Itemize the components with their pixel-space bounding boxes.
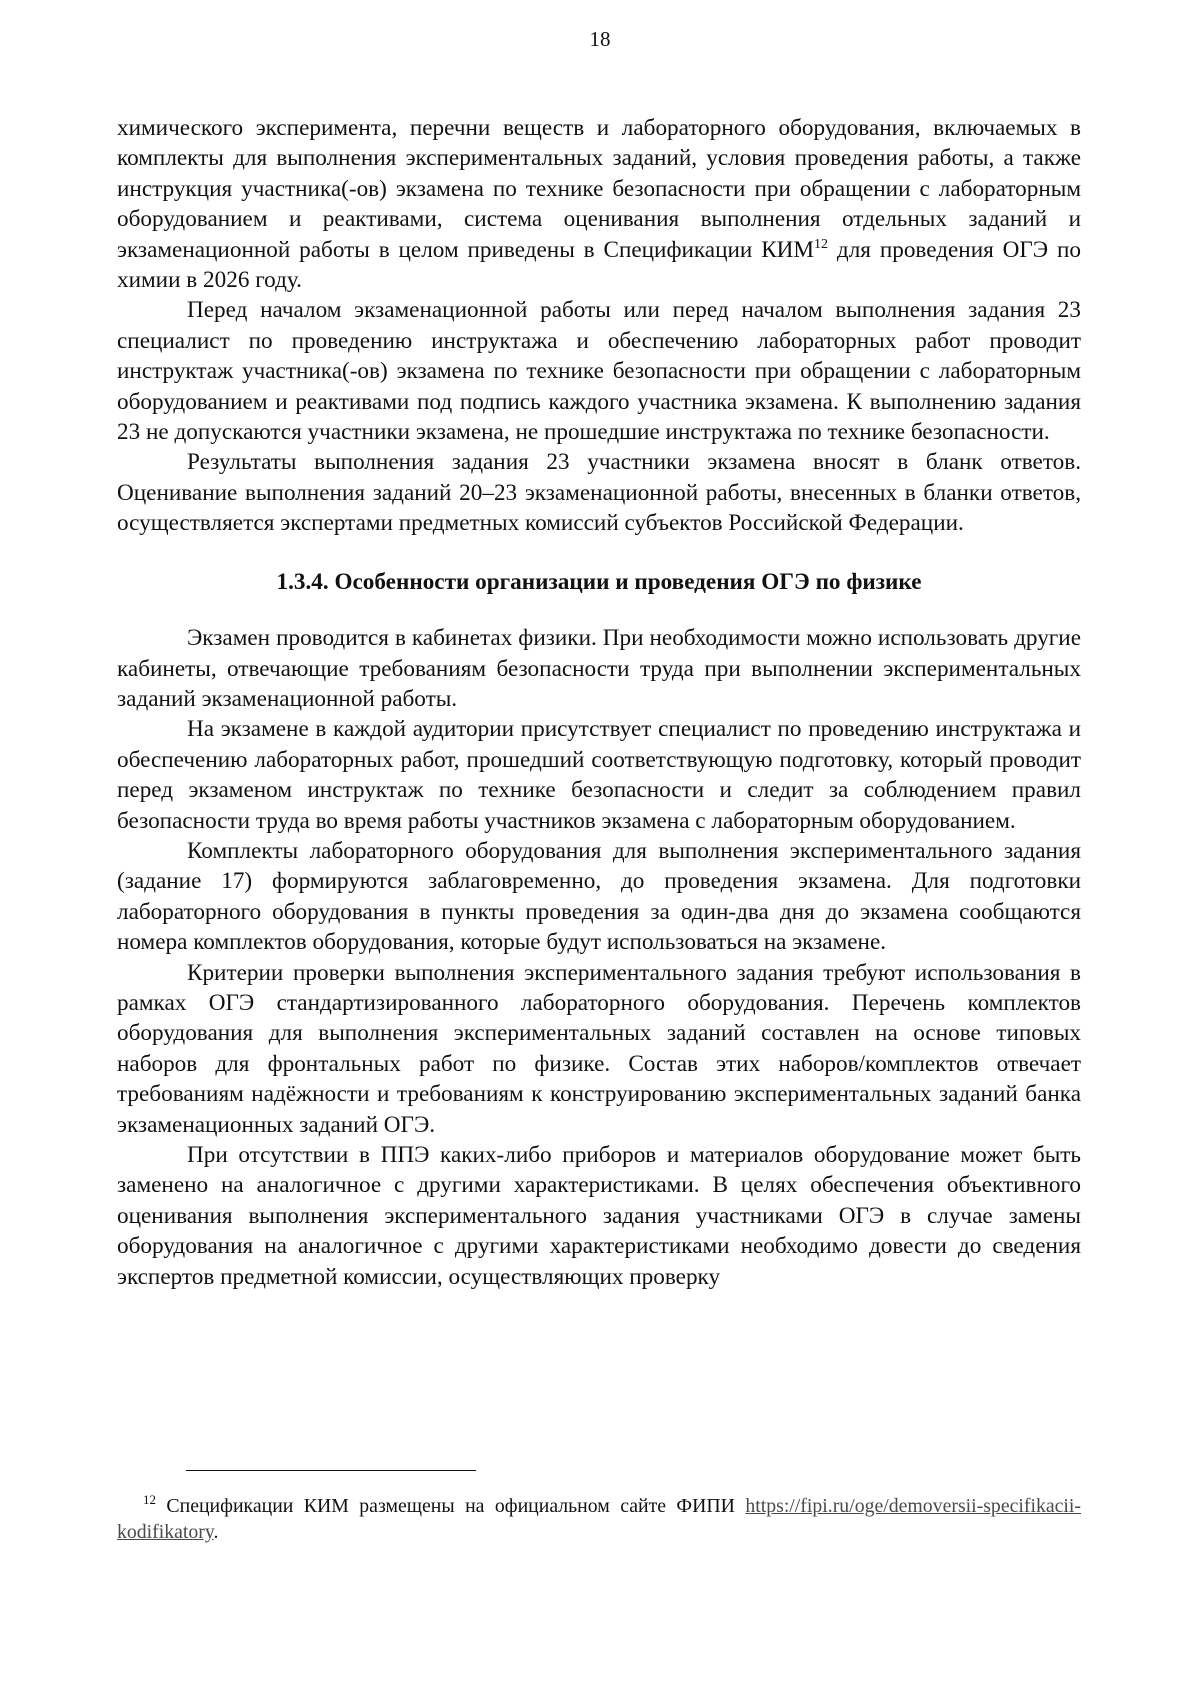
footnote-text: Спецификации КИМ размещены на официальном сайте ФИПИ bbox=[156, 1495, 746, 1517]
footnote-separator bbox=[186, 1470, 476, 1471]
body-text bbox=[117, 113, 1081, 1292]
paragraph: При отсутствии в ППЭ каких-либо приборов и материалов оборудование может быть заменено на аналогичное с другими характеристиками. В целях обеспечения объективного оценивания выполнения экспериментального задания участниками ОГЭ в случае замены оборудования на аналогичное с другими характеристиками необходимо довести до сведения экспертов предметной комиссии, осуществляющих проверку bbox=[117, 1142, 1081, 1290]
paragraph: На экзамене в каждой аудитории присутствует специалист по проведению инструктажа и обеспечению лабораторных работ, прошедший соответствующую подготовку, который проводит перед экзаменом инструктаж по технике безопасности и следит за соблюдением правил безопасности труда во время работы участников экзамена с лабораторным оборудованием. bbox=[117, 716, 1081, 834]
footnote-trailing: . bbox=[213, 1521, 219, 1543]
footnote bbox=[117, 1493, 1081, 1545]
footnote-number: 12 bbox=[143, 1492, 156, 1507]
paragraph-text: для проведения ОГЭ по химии в 2026 году. bbox=[117, 236, 1081, 294]
paragraph: Критерии проверки выполнения экспериментального задания требуют использования в рамках ОГЭ стандартизированного лабораторного оборудования. Перечень комплектов оборудования для выполнения экспериментальных заданий составлен на основе типовых наборов для фронтальных работ по физике. Состав этих наборов/комплектов отвечает требованиям надёжности и требованиям к конструированию экспериментальных заданий банка экзаменационных заданий ОГЭ. bbox=[117, 959, 1081, 1138]
paragraph: Комплекты лабораторного оборудования для выполнения экспериментального задания (задание 17) формируются заблаговременно, до проведения экзамена. Для подготовки лабораторного оборудования в пункты проведения за один-два дня до экзамена сообщаются номера комплектов оборудования, которые будут использоваться на экзамене. bbox=[117, 837, 1081, 956]
footnote-reference[interactable]: 12 bbox=[814, 236, 829, 252]
paragraph: Перед началом экзаменационной работы или перед началом выполнения задания 23 специалист по проведению инструктажа и обеспечению лабораторных работ проводит инструктаж участника(-ов) экзамена по технике безопасности при обращении с лабораторным оборудованием и реактивами под подпись каждого участника экзамена. К выполнению задания 23 не допускаются участники экзамена, не прошедшие инструктажа по технике безопасности. bbox=[117, 297, 1081, 446]
paragraph-continued bbox=[117, 113, 1081, 295]
footnote-link[interactable]: https://fipi.ru/oge/demoversii-specifikacii-kodifikatory bbox=[117, 1495, 1081, 1543]
section-heading: 1.3.4. Особенности организации и проведения ОГЭ по физике bbox=[276, 568, 922, 595]
page-number: 18 bbox=[589, 27, 611, 51]
paragraph: Экзамен проводится в кабинетах физики. При необходимости можно использовать другие кабинеты, отвечающие требованиям безопасности труда при выполнении экспериментальных заданий экзаменационной работы. bbox=[117, 625, 1081, 712]
paragraph-text: химического эксперимента, перечни веществ и лабораторного оборудования, включаемых в комплекты для выполнения экспериментальных заданий, условия проведения работы, а также инструкция участника(-ов) экзамена по технике безопасности при обращении с лабораторным оборудованием и реактивами, система оценивания выполнения отдельных заданий и экзаменационной работы в целом приведены в Спецификации КИМ bbox=[117, 115, 1081, 263]
paragraph: Результаты выполнения задания 23 участники экзамена вносят в бланк ответов. Оценивание выполнения заданий 20–23 экзаменационной работы, внесенных в бланки ответов, осуществляется экспертами предметных комиссий субъектов Российской Федерации. bbox=[117, 449, 1081, 537]
